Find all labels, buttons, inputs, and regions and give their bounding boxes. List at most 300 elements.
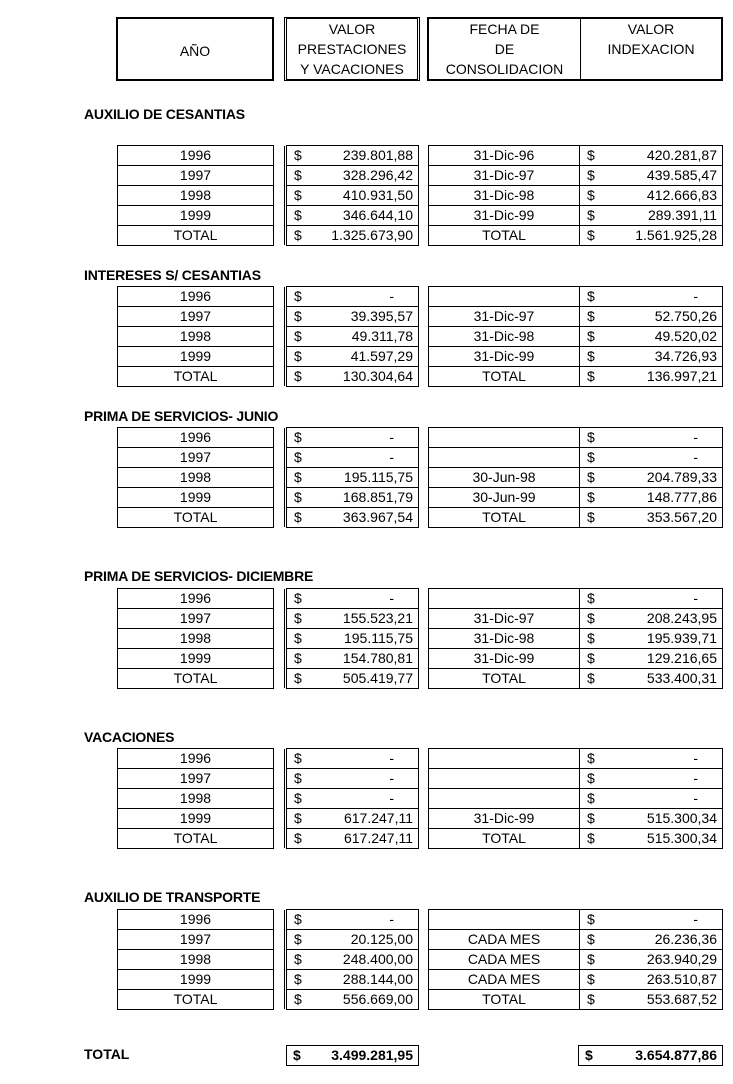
index-cell bbox=[580, 789, 722, 808]
date-index-column bbox=[428, 748, 723, 849]
date-cell bbox=[429, 448, 580, 467]
header-value-line2: PRESTACIONES bbox=[297, 41, 407, 57]
index-cell bbox=[580, 186, 722, 205]
index-amount: - bbox=[693, 449, 698, 465]
section-title: PRIMA DE SERVICIOS- JUNIO bbox=[84, 408, 279, 424]
year-column bbox=[117, 427, 274, 528]
value-amount: 410.931,50 bbox=[342, 187, 413, 203]
currency-symbol: $ bbox=[294, 670, 302, 686]
date-cell: 31-Dic-97 bbox=[429, 166, 580, 185]
value-cell bbox=[287, 327, 418, 347]
date-cell: 31-Dic-98 bbox=[429, 327, 580, 346]
currency-symbol: $ bbox=[587, 167, 595, 183]
date-cell bbox=[429, 910, 580, 929]
date-cell: TOTAL bbox=[429, 829, 580, 849]
year-cell: 1999 bbox=[118, 970, 273, 990]
index-amount: 34.726,93 bbox=[654, 348, 717, 364]
currency-symbol: $ bbox=[587, 489, 595, 505]
date-index-row bbox=[429, 669, 722, 689]
header-date bbox=[429, 19, 581, 79]
value-amount: 195.115,75 bbox=[343, 630, 413, 646]
value-amount: 195.115,75 bbox=[343, 469, 413, 485]
year-cell: TOTAL bbox=[173, 368, 218, 384]
index-amount: - bbox=[693, 750, 698, 766]
header-date-line3: CONSOLIDACION bbox=[445, 61, 564, 77]
currency-symbol: $ bbox=[587, 509, 595, 525]
currency-symbol: $ bbox=[587, 227, 595, 243]
currency-symbol: $ bbox=[294, 227, 302, 243]
value-cell bbox=[287, 809, 418, 829]
year-cell: 1997 bbox=[118, 769, 273, 789]
year-cell: TOTAL bbox=[173, 509, 218, 525]
value-cell bbox=[287, 649, 418, 669]
index-cell bbox=[580, 287, 722, 306]
date-cell: 31-Dic-98 bbox=[429, 629, 580, 648]
currency-symbol: $ bbox=[294, 328, 302, 344]
currency-symbol: $ bbox=[587, 348, 595, 364]
currency-symbol: $ bbox=[587, 770, 595, 786]
index-cell bbox=[580, 749, 722, 768]
currency-symbol: $ bbox=[587, 951, 595, 967]
date-cell: TOTAL bbox=[429, 226, 580, 246]
year-cell: TOTAL bbox=[173, 670, 218, 686]
date-cell: 31-Dic-99 bbox=[429, 809, 580, 828]
currency-symbol: $ bbox=[294, 931, 302, 947]
index-cell bbox=[580, 970, 722, 989]
date-cell bbox=[429, 287, 580, 306]
currency-symbol: $ bbox=[587, 147, 595, 163]
index-cell bbox=[580, 990, 722, 1010]
date-cell: 31-Dic-99 bbox=[429, 649, 580, 668]
index-cell bbox=[580, 508, 722, 528]
date-index-row bbox=[429, 327, 722, 347]
year-cell: 1996 bbox=[118, 146, 273, 166]
date-index-row bbox=[429, 930, 722, 950]
value-cell bbox=[287, 669, 418, 689]
index-amount: 204.789,33 bbox=[646, 469, 717, 485]
grand-total-index-amount: 3.654.877,86 bbox=[635, 1047, 717, 1063]
value-cell bbox=[287, 950, 418, 970]
date-cell bbox=[429, 789, 580, 808]
currency-symbol: $ bbox=[294, 630, 302, 646]
value-cell bbox=[287, 428, 418, 448]
date-cell: 30-Jun-98 bbox=[429, 468, 580, 487]
value-cell bbox=[287, 186, 418, 206]
year-cell: 1999 bbox=[118, 206, 273, 226]
year-cell: 1996 bbox=[118, 287, 273, 307]
year-cell: 1997 bbox=[118, 609, 273, 629]
index-cell bbox=[580, 609, 722, 628]
currency-symbol: $ bbox=[294, 449, 302, 465]
currency-symbol: $ bbox=[294, 810, 302, 826]
value-cell bbox=[287, 307, 418, 327]
index-cell bbox=[580, 769, 722, 788]
index-cell bbox=[580, 829, 722, 849]
value-amount: 328.296,42 bbox=[342, 167, 413, 183]
date-index-row bbox=[429, 428, 722, 448]
index-cell bbox=[580, 428, 722, 447]
date-cell bbox=[429, 769, 580, 788]
header-date-line1: FECHA DE bbox=[469, 21, 540, 37]
index-amount: - bbox=[693, 288, 698, 304]
currency-symbol: $ bbox=[587, 449, 595, 465]
date-index-row bbox=[429, 508, 722, 528]
value-cell bbox=[287, 589, 418, 609]
index-amount: - bbox=[693, 790, 698, 806]
header-index-line2: INDEXACION bbox=[607, 41, 695, 57]
value-cell bbox=[287, 990, 418, 1010]
date-index-row bbox=[429, 468, 722, 488]
section-title: AUXILIO DE TRANSPORTE bbox=[84, 889, 261, 905]
date-cell: CADA MES bbox=[429, 930, 580, 949]
currency-symbol: $ bbox=[294, 308, 302, 324]
grand-total-value-amount: 3.499.281,95 bbox=[331, 1047, 413, 1063]
value-amount: 155.523,21 bbox=[342, 610, 413, 626]
value-amount: 239.801,88 bbox=[342, 147, 413, 163]
currency-symbol: $ bbox=[587, 187, 595, 203]
date-index-row bbox=[429, 347, 722, 367]
currency-symbol: $ bbox=[585, 1047, 593, 1063]
index-cell bbox=[580, 950, 722, 969]
header-value bbox=[284, 17, 420, 81]
year-cell: 1999 bbox=[118, 488, 273, 508]
index-amount: 439.585,47 bbox=[646, 167, 717, 183]
section-title: VACACIONES bbox=[84, 729, 175, 745]
value-amount: - bbox=[389, 911, 394, 927]
index-amount: 263.510,87 bbox=[646, 971, 717, 987]
currency-symbol: $ bbox=[587, 810, 595, 826]
index-amount: - bbox=[693, 770, 698, 786]
value-cell bbox=[287, 347, 418, 367]
currency-symbol: $ bbox=[294, 650, 302, 666]
date-index-row bbox=[429, 367, 722, 387]
year-cell: 1998 bbox=[118, 629, 273, 649]
date-index-row bbox=[429, 749, 722, 769]
value-cell bbox=[287, 508, 418, 528]
date-index-column bbox=[428, 427, 723, 528]
currency-symbol: $ bbox=[587, 610, 595, 626]
currency-symbol: $ bbox=[293, 1047, 301, 1063]
year-cell: 1996 bbox=[118, 589, 273, 609]
currency-symbol: $ bbox=[294, 590, 302, 606]
value-cell bbox=[287, 910, 418, 930]
index-cell bbox=[580, 589, 722, 608]
date-index-row bbox=[429, 950, 722, 970]
index-cell bbox=[580, 809, 722, 828]
index-amount: 195.939,71 bbox=[646, 630, 717, 646]
date-index-row bbox=[429, 307, 722, 327]
grand-total-index bbox=[578, 1045, 723, 1066]
year-column bbox=[117, 588, 274, 689]
date-index-row bbox=[429, 910, 722, 930]
currency-symbol: $ bbox=[294, 509, 302, 525]
year-cell: TOTAL bbox=[173, 227, 218, 243]
currency-symbol: $ bbox=[294, 750, 302, 766]
currency-symbol: $ bbox=[294, 368, 302, 384]
date-index-column bbox=[428, 588, 723, 689]
year-cell: 1997 bbox=[118, 448, 273, 468]
value-cell bbox=[287, 930, 418, 950]
currency-symbol: $ bbox=[587, 469, 595, 485]
index-cell bbox=[580, 367, 722, 387]
section-title: AUXILIO DE CESANTIAS bbox=[84, 106, 245, 122]
value-cell bbox=[287, 166, 418, 186]
index-amount: 26.236,36 bbox=[654, 931, 717, 947]
value-amount: 617.247,11 bbox=[343, 830, 413, 846]
header-value-line3: Y VACACIONES bbox=[300, 61, 404, 77]
currency-symbol: $ bbox=[294, 911, 302, 927]
date-index-row bbox=[429, 186, 722, 206]
header-value-line1: VALOR bbox=[328, 21, 376, 37]
date-index-row bbox=[429, 287, 722, 307]
date-cell bbox=[429, 749, 580, 768]
value-amount: 363.967,54 bbox=[342, 509, 413, 525]
date-index-row bbox=[429, 166, 722, 186]
index-cell bbox=[580, 669, 722, 689]
currency-symbol: $ bbox=[294, 951, 302, 967]
index-amount: 533.400,31 bbox=[646, 670, 717, 686]
value-amount: - bbox=[389, 429, 394, 445]
date-index-row bbox=[429, 809, 722, 829]
currency-symbol: $ bbox=[587, 328, 595, 344]
date-cell: 31-Dic-99 bbox=[429, 347, 580, 366]
date-index-row bbox=[429, 829, 722, 849]
currency-symbol: $ bbox=[294, 610, 302, 626]
date-index-row bbox=[429, 589, 722, 609]
currency-symbol: $ bbox=[587, 670, 595, 686]
date-cell: 31-Dic-97 bbox=[429, 609, 580, 628]
index-amount: 553.687,52 bbox=[646, 991, 717, 1007]
currency-symbol: $ bbox=[294, 489, 302, 505]
currency-symbol: $ bbox=[587, 750, 595, 766]
index-cell bbox=[580, 166, 722, 185]
section-title: INTERESES S/ CESANTIAS bbox=[84, 267, 261, 283]
date-cell bbox=[429, 428, 580, 447]
value-amount: 39.395,57 bbox=[350, 308, 413, 324]
currency-symbol: $ bbox=[294, 187, 302, 203]
index-amount: 515.300,34 bbox=[646, 830, 717, 846]
grand-total-value bbox=[286, 1045, 419, 1066]
currency-symbol: $ bbox=[294, 207, 302, 223]
year-cell: 1998 bbox=[118, 950, 273, 970]
year-column bbox=[117, 286, 274, 387]
index-amount: 515.300,34 bbox=[646, 810, 717, 826]
value-column bbox=[286, 427, 419, 528]
date-cell: 31-Dic-96 bbox=[429, 146, 580, 165]
currency-symbol: $ bbox=[587, 790, 595, 806]
value-cell bbox=[287, 629, 418, 649]
date-index-row bbox=[429, 488, 722, 508]
index-amount: 1.561.925,28 bbox=[635, 227, 717, 243]
value-amount: 130.304,64 bbox=[342, 368, 413, 384]
index-amount: - bbox=[693, 429, 698, 445]
currency-symbol: $ bbox=[587, 429, 595, 445]
index-amount: - bbox=[693, 911, 698, 927]
currency-symbol: $ bbox=[587, 308, 595, 324]
value-amount: 617.247,11 bbox=[343, 810, 413, 826]
value-amount: - bbox=[389, 770, 394, 786]
date-index-row bbox=[429, 226, 722, 246]
year-cell: 1998 bbox=[118, 468, 273, 488]
header-date-index bbox=[427, 17, 723, 81]
index-amount: - bbox=[693, 590, 698, 606]
value-amount: 41.597,29 bbox=[350, 348, 413, 364]
value-amount: - bbox=[389, 288, 394, 304]
value-cell bbox=[287, 749, 418, 769]
index-cell bbox=[580, 649, 722, 668]
date-cell: TOTAL bbox=[429, 990, 580, 1010]
index-amount: 129.216,65 bbox=[646, 650, 717, 666]
grand-total-label: TOTAL bbox=[84, 1046, 130, 1062]
year-column bbox=[117, 748, 274, 849]
year-column bbox=[117, 909, 274, 1010]
date-index-row bbox=[429, 206, 722, 226]
date-index-row bbox=[429, 629, 722, 649]
value-cell bbox=[287, 488, 418, 508]
value-cell bbox=[287, 609, 418, 629]
year-cell: 1997 bbox=[118, 307, 273, 327]
value-column bbox=[286, 748, 419, 849]
index-amount: 52.750,26 bbox=[654, 308, 717, 324]
currency-symbol: $ bbox=[294, 770, 302, 786]
index-amount: 353.567,20 bbox=[646, 509, 717, 525]
currency-symbol: $ bbox=[587, 630, 595, 646]
year-column bbox=[117, 145, 274, 246]
index-amount: 136.997,21 bbox=[646, 368, 717, 384]
value-amount: 288.144,00 bbox=[342, 971, 413, 987]
value-amount: 346.644,10 bbox=[342, 207, 413, 223]
value-amount: 248.400,00 bbox=[342, 951, 413, 967]
index-cell bbox=[580, 226, 722, 246]
value-cell bbox=[287, 970, 418, 990]
date-index-column bbox=[428, 909, 723, 1010]
header-index bbox=[581, 19, 721, 79]
currency-symbol: $ bbox=[587, 830, 595, 846]
year-cell: 1999 bbox=[118, 809, 273, 829]
index-cell bbox=[580, 488, 722, 507]
year-cell: 1996 bbox=[118, 428, 273, 448]
currency-symbol: $ bbox=[587, 288, 595, 304]
index-amount: 49.520,02 bbox=[654, 328, 717, 344]
date-cell: 31-Dic-97 bbox=[429, 307, 580, 326]
value-cell bbox=[287, 789, 418, 809]
currency-symbol: $ bbox=[294, 971, 302, 987]
year-cell: 1998 bbox=[118, 789, 273, 809]
value-cell bbox=[287, 206, 418, 226]
date-index-row bbox=[429, 789, 722, 809]
year-cell: 1998 bbox=[118, 327, 273, 347]
value-cell bbox=[287, 146, 418, 166]
value-amount: - bbox=[389, 750, 394, 766]
index-cell bbox=[580, 910, 722, 929]
date-index-row bbox=[429, 970, 722, 990]
value-cell bbox=[287, 829, 418, 849]
index-cell bbox=[580, 347, 722, 366]
value-amount: 556.669,00 bbox=[342, 991, 413, 1007]
date-index-row bbox=[429, 769, 722, 789]
header-index-line1: VALOR bbox=[627, 21, 675, 37]
value-amount: 1.325.673,90 bbox=[331, 227, 413, 243]
index-cell bbox=[580, 930, 722, 949]
currency-symbol: $ bbox=[294, 147, 302, 163]
year-cell: 1996 bbox=[118, 749, 273, 769]
value-cell bbox=[287, 367, 418, 387]
value-amount: 154.780,81 bbox=[342, 650, 413, 666]
value-cell bbox=[287, 448, 418, 468]
currency-symbol: $ bbox=[587, 368, 595, 384]
year-cell: TOTAL bbox=[173, 991, 218, 1007]
index-cell bbox=[580, 629, 722, 648]
date-cell: CADA MES bbox=[429, 950, 580, 969]
value-amount: 49.311,78 bbox=[351, 328, 413, 344]
currency-symbol: $ bbox=[294, 167, 302, 183]
currency-symbol: $ bbox=[587, 971, 595, 987]
currency-symbol: $ bbox=[294, 991, 302, 1007]
value-cell bbox=[287, 226, 418, 246]
value-amount: 505.419,77 bbox=[342, 670, 413, 686]
header-year-label: AÑO bbox=[179, 43, 211, 59]
year-cell: TOTAL bbox=[173, 830, 218, 846]
date-cell: 31-Dic-98 bbox=[429, 186, 580, 205]
date-index-column bbox=[428, 286, 723, 387]
date-cell: TOTAL bbox=[429, 669, 580, 689]
index-cell bbox=[580, 206, 722, 225]
section-title: PRIMA DE SERVICIOS- DICIEMBRE bbox=[84, 568, 314, 584]
currency-symbol: $ bbox=[587, 590, 595, 606]
currency-symbol: $ bbox=[294, 790, 302, 806]
currency-symbol: $ bbox=[294, 830, 302, 846]
value-column bbox=[286, 286, 419, 387]
index-amount: 412.666,83 bbox=[646, 187, 717, 203]
year-cell: 1999 bbox=[118, 649, 273, 669]
date-cell: 30-Jun-99 bbox=[429, 488, 580, 507]
year-cell: 1998 bbox=[118, 186, 273, 206]
value-amount: 20.125,00 bbox=[350, 931, 413, 947]
date-index-row bbox=[429, 990, 722, 1010]
currency-symbol: $ bbox=[294, 348, 302, 364]
year-cell: 1997 bbox=[118, 166, 273, 186]
currency-symbol: $ bbox=[294, 469, 302, 485]
date-index-row bbox=[429, 448, 722, 468]
index-amount: 208.243,95 bbox=[646, 610, 717, 626]
index-amount: 148.777,86 bbox=[646, 489, 717, 505]
value-column bbox=[286, 588, 419, 689]
value-amount: - bbox=[389, 590, 394, 606]
year-cell: 1999 bbox=[118, 347, 273, 367]
header-date-line2: DE bbox=[494, 41, 515, 57]
value-cell bbox=[287, 468, 418, 488]
value-amount: 168.851,79 bbox=[342, 489, 413, 505]
date-cell: CADA MES bbox=[429, 970, 580, 989]
date-cell bbox=[429, 589, 580, 608]
currency-symbol: $ bbox=[587, 650, 595, 666]
index-cell bbox=[580, 307, 722, 326]
currency-symbol: $ bbox=[587, 207, 595, 223]
index-cell bbox=[580, 468, 722, 487]
date-cell: TOTAL bbox=[429, 508, 580, 528]
currency-symbol: $ bbox=[294, 288, 302, 304]
value-cell bbox=[287, 769, 418, 789]
date-index-row bbox=[429, 146, 722, 166]
index-amount: 420.281,87 bbox=[646, 147, 717, 163]
date-cell: 31-Dic-99 bbox=[429, 206, 580, 225]
value-amount: - bbox=[389, 449, 394, 465]
value-column bbox=[286, 145, 419, 246]
date-cell: TOTAL bbox=[429, 367, 580, 387]
index-cell bbox=[580, 327, 722, 346]
index-cell bbox=[580, 146, 722, 165]
index-cell bbox=[580, 448, 722, 467]
